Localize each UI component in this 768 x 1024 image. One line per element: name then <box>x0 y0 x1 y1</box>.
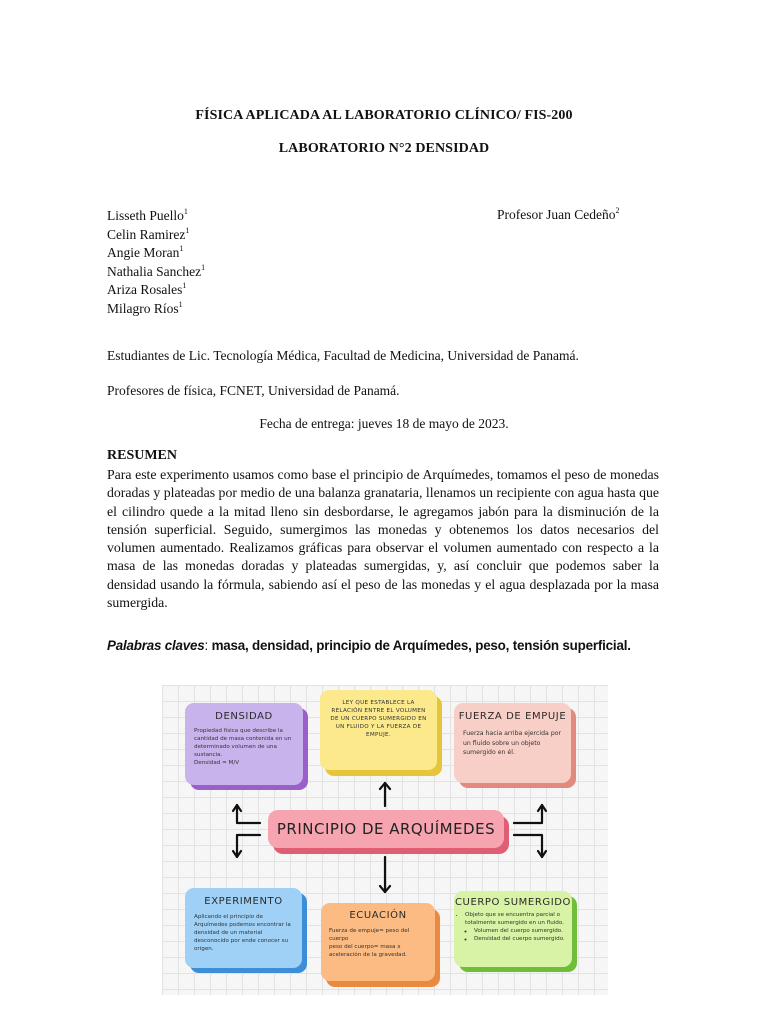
principio-arquimedes: PRINCIPIO DE ARQUÍMEDES <box>268 810 504 848</box>
cuerpo-subitem: ◦ Densidad del cuerpo sumergido. <box>474 935 567 943</box>
author-name: Angie Moran$^1$ <box>107 244 184 260</box>
students-affiliation: Estudiantes de Lic. Tecnología Médica, Facultad de Medicina, Universidad de Panamá. <box>107 348 579 363</box>
keywords-label: Palabras claves <box>107 638 205 653</box>
densidad-title: DENSIDAD <box>215 711 273 722</box>
author-list <box>107 207 205 318</box>
densidad-body: Propiedad física que describe la cantidad de masa contenida en un determinado volumen de una sustancia. <box>194 728 292 758</box>
lab-title: LABORATORIO N°2 DENSIDAD <box>278 141 490 156</box>
ecuacion-card <box>321 903 435 981</box>
professor-name: Profesor Juan Cedeño$^2$ <box>497 206 620 222</box>
experimento-title: EXPERIMENTO <box>204 896 283 907</box>
keywords-text: masa, densidad, principio de Arquímedes, peso, tensión superficial. <box>211 638 631 653</box>
experimento-card <box>185 888 302 968</box>
concept-map <box>162 685 608 995</box>
keywords: Palabras claves: masa, densidad, principio de Arquímedes, peso, tensión superficial. <box>107 638 631 653</box>
author-name: Ariza Rosales$^1$ <box>107 281 187 297</box>
course-title: FÍSICA APLICADA AL LABORATORIO CLÍNICO/ FIS-200 <box>195 108 573 123</box>
ecuacion-title: ECUACIÓN <box>349 910 407 921</box>
empuje-body: Fuerza hacia arriba ejercida por un fluido sobre un objeto sumergido en él. <box>463 730 562 756</box>
professors-affiliation: Profesores de física, FCNET, Universidad de Panamá. <box>107 383 400 398</box>
ley-body: LEY QUE ESTABLECE LA RELACIÓN ENTRE EL VOLUMEN DE UN CUERPO SUMERGIDO EN UN FLUIDO Y LA FUERZA DE EMPUJE. <box>330 700 427 738</box>
ecuacion-line-1: Fuerza de empuje= peso del cuerpo <box>329 928 410 942</box>
cuerpo-card <box>454 891 572 967</box>
abstract-heading: RESUMEN <box>107 448 178 463</box>
author-name: Lisseth Puello$^1$ <box>107 207 188 223</box>
empuje-card <box>454 703 571 783</box>
experimento-body: Aplicando el principio de Arquímedes podemos encontrar la densidad de un material desconocido por ende conocer su origen. <box>194 914 291 952</box>
cuerpo-item: • Objeto que se encuentra parcial o totalmente sumergido en un fluido. ◦ Volumen del cuerpo sumergido. ◦ Densidad del cuerpo sumergido. <box>465 911 567 943</box>
cuerpo-title: CUERPO SUMERGIDO <box>454 897 572 908</box>
author-name: Celin Ramirez$^1$ <box>107 225 190 242</box>
empuje-title: FUERZA DE EMPUJE <box>458 711 567 722</box>
ecuacion-line-2: peso del cuerpo= masa x aceleración de la gravedad. <box>329 944 407 958</box>
densidad-formula: Densidad = M/V <box>194 760 240 766</box>
ley-card <box>320 690 437 770</box>
abstract-text: Para este experimento usamos como base el principio de Arquímedes, tomamos el peso de monedas doradas y plateadas por medio de una balanza granataria, llenamos un recipiente con agua hasta que el cilindro quede a la mitad lleno sin desbordarse, le agregamos jabón para la disminución de la tensión superficial. Seguido, sumergimos las monedas y obtenemos los datos necesarios del volumen aumentado. Realizamos gráficas para observar el volumen aumentado con respecto a la masa de las monedas doradas y plateadas sumergidas, y, así concluir que podemos saber la densidad usando la fórmula, sabiendo así el peso de las monedas y el agua desplazada por la masa sumergida. <box>107 467 659 611</box>
author-name: Milagro Ríos$^1$ <box>107 299 183 316</box>
cuerpo-subitem: ◦ Volumen del cuerpo sumergido. <box>474 927 567 935</box>
densidad-card <box>185 703 303 785</box>
delivery-date: Fecha de entrega: jueves 18 de mayo de 2023. <box>259 416 509 431</box>
author-name: Nathalia Sanchez$^1$ <box>107 262 206 279</box>
